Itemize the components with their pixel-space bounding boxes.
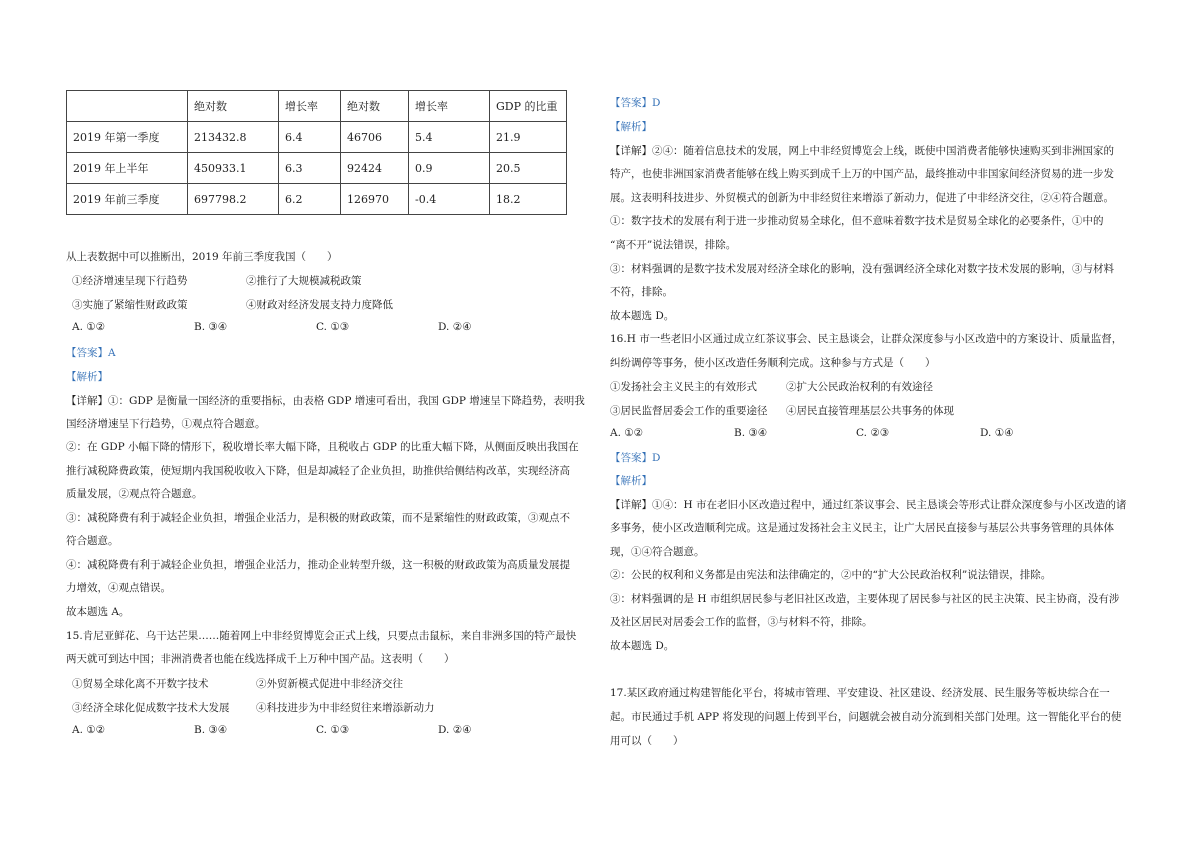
q16-explanation-line: 现，①④符合题意。 bbox=[610, 546, 705, 558]
table-cell: 450933.1 bbox=[188, 153, 279, 184]
q15-analysis-label: 【解析】 bbox=[610, 121, 652, 133]
table-cell: 2019 年上半年 bbox=[67, 153, 188, 184]
table-cell: 213432.8 bbox=[188, 122, 279, 153]
q14-option-a: A. ①② bbox=[72, 321, 106, 333]
table-cell: 18.2 bbox=[490, 184, 567, 215]
q15-answer: 【答案】D bbox=[610, 97, 661, 109]
q16-statement-4: ④居民直接管理基层公共事务的体现 bbox=[786, 405, 954, 417]
q14-answer: 【答案】A bbox=[66, 347, 116, 359]
q16-explanation-line: 多事务，使小区改造顺利完成。这是通过发扬社会主义民主，让广大居民直接参与基层公共事务管理的具体体 bbox=[610, 522, 1114, 534]
table-cell: -0.4 bbox=[409, 184, 490, 215]
table-header-cell: GDP 的比重 bbox=[490, 91, 567, 122]
q14-statement-2: ②推行了大规模减税政策 bbox=[246, 275, 362, 287]
q14-statement-3: ③实施了紧缩性财政政策 bbox=[72, 299, 188, 311]
q16-explanation-line: 【详解】①④：H 市在老旧小区改造过程中，通过红茶议事会、民主恳谈会等形式让群众深度参与小区改造的诸 bbox=[610, 499, 1127, 511]
table-cell: 6.4 bbox=[279, 122, 341, 153]
question-16-stem: 16.H 市一些老旧小区通过成立红茶议事会、民主恳谈会，让群众深度参与小区改造中的方案设计、质量监督， bbox=[610, 333, 1123, 345]
question-17-stem: 起。市民通过手机 APP 将发现的问题上传到平台，问题就会被自动分流到相关部门处理。这一智能化平台的使 bbox=[610, 711, 1122, 723]
q14-option-b: B. ③④ bbox=[194, 321, 228, 333]
table-header-cell: 增长率 bbox=[409, 91, 490, 122]
table-header-cell: 绝对数 bbox=[188, 91, 279, 122]
question-16-stem: 纠纷调停等事务，使小区改造任务顺利完成。这种参与方式是（ ） bbox=[610, 357, 936, 369]
table-row bbox=[67, 184, 567, 215]
q15-statement-3: ③经济全球化促成数字技术大发展 bbox=[72, 702, 230, 714]
table-header-row bbox=[67, 91, 567, 122]
q14-explanation-line: ②：在 GDP 小幅下降的情形下，税收增长率大幅下降，且税收占 GDP 的比重大幅下降，从侧面反映出我国在 bbox=[66, 441, 579, 453]
q14-explanation-line: 推行减税降费政策，使短期内我国税收收入下降，但是却减轻了企业负担，助推供给侧结构改革，实现经济高 bbox=[66, 465, 570, 477]
table-row bbox=[67, 153, 567, 184]
q16-statement-2: ②扩大公民政治权利的有效途径 bbox=[786, 381, 933, 393]
q15-explanation-line: ③：材料强调的是数字技术发展对经济全球化的影响，没有强调经济全球化对数字技术发展的影响，③与材料 bbox=[610, 263, 1114, 275]
q16-explanation-line: 及社区居民对居委会工作的监督，③与材料不符，排除。 bbox=[610, 616, 873, 628]
table-cell: 46706 bbox=[341, 122, 409, 153]
q16-explanation-line: ②：公民的权利和义务都是由宪法和法律确定的，②中的“扩大公民政治权利”说法错误，排除。 bbox=[610, 569, 1052, 581]
table-cell: 21.9 bbox=[490, 122, 567, 153]
q14-explanation-line: 符合题意。 bbox=[66, 535, 119, 547]
table-header-cell bbox=[67, 91, 188, 122]
table-cell: 697798.2 bbox=[188, 184, 279, 215]
q14-explanation-line: 国经济增速呈下行趋势，①观点符合题意。 bbox=[66, 418, 266, 430]
q16-statement-1: ①发扬社会主义民主的有效形式 bbox=[610, 381, 757, 393]
q16-option-b: B. ③④ bbox=[734, 427, 768, 439]
q14-statement-4: ④财政对经济发展支持力度降低 bbox=[246, 299, 393, 311]
question-15-stem: 15.肯尼亚鲜花、乌干达芒果……随着网上中非经贸博览会正式上线，只要点击鼠标，来自非洲多国的特产最快 bbox=[66, 630, 577, 642]
q16-option-a: A. ①② bbox=[610, 427, 644, 439]
table-row bbox=[67, 122, 567, 153]
q15-statement-1: ①贸易全球化离不开数字技术 bbox=[72, 678, 209, 690]
q14-explanation-line: 质量发展，②观点符合题意。 bbox=[66, 488, 203, 500]
q15-option-b: B. ③④ bbox=[194, 724, 228, 736]
q15-statement-2: ②外贸新模式促进中非经济交往 bbox=[256, 678, 403, 690]
q14-explanation-line: ③：减税降费有利于减轻企业负担，增强企业活力，是积极的财政政策，而不是紧缩性的财政政策，③观点不 bbox=[66, 512, 570, 524]
q14-option-c: C. ①③ bbox=[316, 321, 350, 333]
q15-explanation-line: 【详解】②④：随着信息技术的发展，网上中非经贸博览会上线，既使中国消费者能够快速购买到非洲国家的 bbox=[610, 145, 1114, 157]
table-cell: 2019 年第一季度 bbox=[67, 122, 188, 153]
q16-option-c: C. ②③ bbox=[856, 427, 890, 439]
question-17-stem: 17.某区政府通过构建智能化平台，将城市管理、平安建设、社区建设、经济发展、民生服务等板块综合在一 bbox=[610, 687, 1110, 699]
table-cell: 92424 bbox=[341, 153, 409, 184]
q16-option-d: D. ①④ bbox=[980, 427, 1014, 439]
table-cell: 5.4 bbox=[409, 122, 490, 153]
q15-option-c: C. ①③ bbox=[316, 724, 350, 736]
question-15-stem: 两天就可到达中国；非洲消费者也能在线选择成千上万种中国产品。这表明（ ） bbox=[66, 653, 455, 665]
q15-option-a: A. ①② bbox=[72, 724, 106, 736]
table-header-cell: 绝对数 bbox=[341, 91, 409, 122]
q14-analysis-label: 【解析】 bbox=[66, 371, 108, 383]
table-cell: 126970 bbox=[341, 184, 409, 215]
table-cell: 20.5 bbox=[490, 153, 567, 184]
question-14-stem: 从上表数据中可以推断出，2019 年前三季度我国（ ） bbox=[66, 251, 338, 263]
question-17-stem: 用可以（ ） bbox=[610, 735, 684, 747]
q16-analysis-label: 【解析】 bbox=[610, 475, 652, 487]
q14-statement-1: ①经济增速呈现下行趋势 bbox=[72, 275, 188, 287]
q15-explanation-line: 不符，排除。 bbox=[610, 286, 673, 298]
q15-option-d: D. ②④ bbox=[438, 724, 472, 736]
table-cell: 2019 年前三季度 bbox=[67, 184, 188, 215]
q15-explanation-line: “离不开”说法错误，排除。 bbox=[610, 239, 737, 251]
q15-explanation-line: ①：数字技术的发展有利于进一步推动贸易全球化，但不意味着数字技术是贸易全球化的必要条件，①中的 bbox=[610, 215, 1104, 227]
q14-conclusion: 故本题选 A。 bbox=[66, 606, 130, 618]
q16-explanation-line: ③：材料强调的是 H 市组织居民参与老旧社区改造，主要体现了居民参与社区的民主决策、民主协商，没有涉 bbox=[610, 593, 1120, 605]
q16-answer: 【答案】D bbox=[610, 452, 661, 464]
q14-option-d: D. ②④ bbox=[438, 321, 472, 333]
table-cell: 6.2 bbox=[279, 184, 341, 215]
q15-statement-4: ④科技进步为中非经贸往来增添新动力 bbox=[256, 702, 435, 714]
q15-explanation-line: 特产，也使非洲国家消费者能够在线上购买到成千上万的中国产品，最终推动中非国家间经济贸易的进一步发 bbox=[610, 168, 1114, 180]
q14-explanation-line: ④：减税降费有利于减轻企业负担，增强企业活力，推动企业转型升级，这一积极的财政政策为高质量发展提 bbox=[66, 559, 570, 571]
q15-explanation-line: 展。这表明科技进步、外贸模式的创新为中非经贸往来增添了新动力，促进了中非经济交往，②④符合题意。 bbox=[610, 192, 1114, 204]
q15-conclusion: 故本题选 D。 bbox=[610, 310, 675, 322]
q14-explanation-line: 力增效，④观点错误。 bbox=[66, 582, 171, 594]
q14-explanation-line: 【详解】①：GDP 是衡量一国经济的重要指标，由表格 GDP 增速可看出，我国 GDP 增速呈下降趋势，表明我 bbox=[66, 395, 585, 407]
q16-conclusion: 故本题选 D。 bbox=[610, 640, 675, 652]
table-header-cell: 增长率 bbox=[279, 91, 341, 122]
q16-statement-3: ③居民监督居委会工作的重要途径 bbox=[610, 405, 768, 417]
table-cell: 0.9 bbox=[409, 153, 490, 184]
table-cell: 6.3 bbox=[279, 153, 341, 184]
gdp-tax-table bbox=[66, 90, 567, 215]
